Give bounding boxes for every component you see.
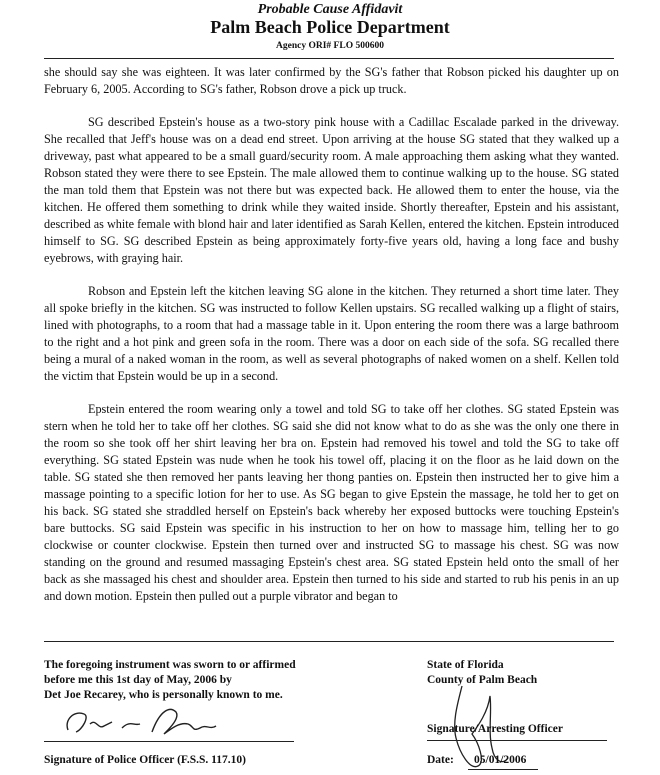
paragraph: she should say she was eighteen. It was later confirmed by the SG's father that Robson picked his daughter up on February 6, 2005. According to SG's father, Robson drove a pick up truck. [44,65,619,96]
state-label: State of Florida [427,659,504,671]
date-value: 05/01/2006 [474,754,527,766]
paragraph: SG described Epstein's house as a two-story pink house with a Cadillac Escalade parked in the driveway. She recalled that Jeff's house was on a dead end street. Upon arriving at the house SG stated that they walked up a driveway, past what appeared to be a small guard/security room. A male approaching them asking what they wanted. Robson stated they were there to see Epstein. The male allowed them to continue walking up to the house. SG stated the man told them that Epstein was not there but was expected back. He allowed them to enter the house, via the kitchen. He offered them something to drink while they waited inside. Shortly thereafter, Epstein and his assistant, described as white female with blond hair and later identified as Sarah Kellen, entered the kitchen. Epstein introduced himself to SG. SG described Epstein as being approximately forty-five years old, having a long face and bushy eyebrows, with graying hair. [44,115,619,265]
department-name: Palm Beach Police Department [210,17,450,37]
footer-rule [44,641,614,642]
paragraph: Robson and Epstein left the kitchen leaving SG alone in the kitchen. They returned a short time later. They all spoke briefly in the kitchen. SG was instructed to follow Kellen upstairs. SG recalled walking up a flight of stairs, lined with photographs, to a room that had a massage table in it. Upon entering the room there was a large bathroom to the right and a hot pink and green sofa in the room. There was a door on each side of the sofa. SG recalled there being a mural of a naked woman in the room, as well as several photographs of naked women on a shelf. Kellen told the victim that Epstein would be up in a second. [44,284,619,383]
agency-ori: Agency ORI# FLO 500600 [276,41,384,51]
sworn-line: Det Joe Recarey, who is personally known to me. [44,689,283,701]
police-officer-signature [60,700,230,742]
sworn-line: before me this 1st day of May, 2006 by [44,674,232,686]
county-label: County of Palm Beach [427,674,538,686]
police-signature-label: Signature of Police Officer (F.S.S. 117.10) [44,754,246,766]
affidavit-title: Probable Cause Affidavit [257,2,403,17]
police-signature-line [44,741,294,742]
paragraph: Epstein entered the room wearing only a towel and told SG to take off her clothes. SG stated Epstein was stern when he told her to take off her clothes. SG said she did not know what to do as she was the only one there in the room so she took off her shirt leaving her bra on. Epstein had removed his towel and told the SG to take off everything. SG stated Epstein was nude when he took his towel off, placing it on the floor as he laid down on the table. SG stated she then removed her pants leaving her thong panties on. Epstein then instructed her to give him a massage pointing to a specific lotion for her to use. As SG began to give Epstein the massage, he told her to get on his back. SG stated she straddled herself on Epstein's back whereby her exposed buttocks were touching Epstein's bare buttocks. SG said Epstein was specific in his instruction to her on how to massage him, telling her to go clockwise or counter clockwise. Epstein then turned over and instructed SG to massage his chest. SG was now standing on the ground and resumed massaging Epstein's chest area. SG stated Epstein held onto the small of her back as she massaged his chest and shoulder area. Epstein then turned to his side and started to rub his penis in an up and down motion. Epstein then pulled out a purple vibrator and began to [44,402,619,603]
affidavit-body [44,64,619,621]
date-label: Date: [427,754,454,766]
date-line [468,769,538,770]
sworn-statement [44,658,374,703]
arresting-signature-label: Signature/Arresting Officer [427,723,563,735]
sworn-line: The foregoing instrument was sworn to or affirmed [44,659,296,671]
header-rule [44,58,614,59]
arresting-signature-line [427,740,607,741]
